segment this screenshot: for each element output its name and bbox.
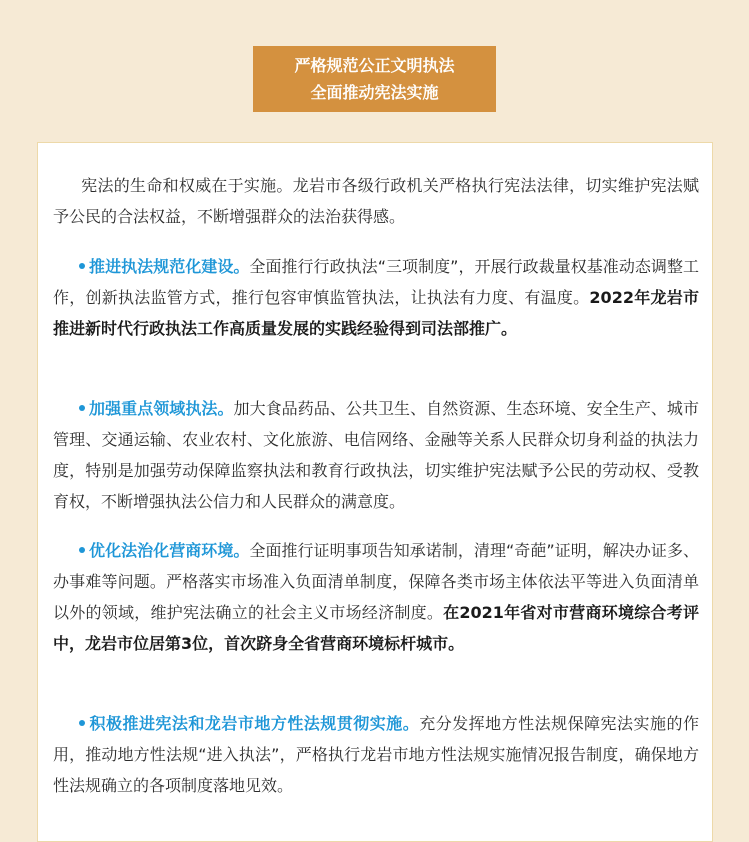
section-body: 充分发挥地方性法规保障宪法实施的作用，推动地方性法规“进入执法”，严格执行龙岩市地方性法规实施情况报告制度，确保地方性法规确立的各项制度落地见效。 — [53, 714, 699, 795]
section-body: 加大食品药品、公共卫生、自然资源、生态环境、安全生产、城市管理、交通运输、农业农村、文化旅游、电信网络、金融等关系人民群众切身利益的执法力度，特别是加强劳动保障监察执法和教育行政执法，切实维护宪法赋予公民的劳动权、受教育权，不断增强执法公信力和人民群众的满意度。 — [53, 399, 699, 511]
section-body: 全面推行行政执法“三项制度”，开展行政裁量权基准动态调整工作，创新执法监管方式，推行包容审慎监管执法，让执法有力度、有温度。 — [53, 257, 699, 307]
section-paragraph-3 — [53, 535, 699, 659]
section-paragraph-1 — [53, 251, 699, 344]
section-paragraph-4 — [53, 708, 699, 801]
section-body: 全面推行证明事项告知承诺制，清理“奇葩”证明，解决办证多、办事难等问题。严格落实市场准入负面清单制度，保障各类市场主体依法平等进入负面清单以外的领域，维护宪法确立的社会主义市场经济制度。 — [53, 541, 699, 622]
section-highlight: 2022年龙岩市推进新时代行政执法工作高质量发展的实践经验得到司法部推广。 — [53, 288, 699, 338]
bullet-icon — [79, 547, 85, 553]
section-lead: 积极推进宪法和龙岩市地方性法规贯彻实施。 — [89, 714, 420, 733]
section-title-banner — [253, 46, 496, 112]
section-paragraph-2 — [53, 393, 699, 517]
intro-text: 宪法的生命和权威在于实施。龙岩市各级行政机关严格执行宪法法律，切实维护宪法赋予公民的合法权益，不断增强群众的法治获得感。 — [53, 176, 699, 226]
title-line-2: 全面推动宪法实施 — [310, 83, 439, 102]
section-lead: 推进执法规范化建设。 — [89, 257, 250, 276]
article-content — [37, 142, 713, 842]
bullet-icon — [79, 263, 85, 269]
intro-paragraph — [53, 170, 699, 232]
title-line-1: 严格规范公正文明执法 — [294, 56, 455, 75]
bullet-icon — [79, 720, 85, 726]
bullet-icon — [79, 405, 85, 411]
section-lead: 加强重点领域执法。 — [89, 399, 234, 418]
section-highlight: 在2021年省对市营商环境综合考评中，龙岩市位居第3位，首次跻身全省营商环境标杆城市。 — [53, 603, 699, 653]
section-lead: 优化法治化营商环境。 — [89, 541, 250, 560]
